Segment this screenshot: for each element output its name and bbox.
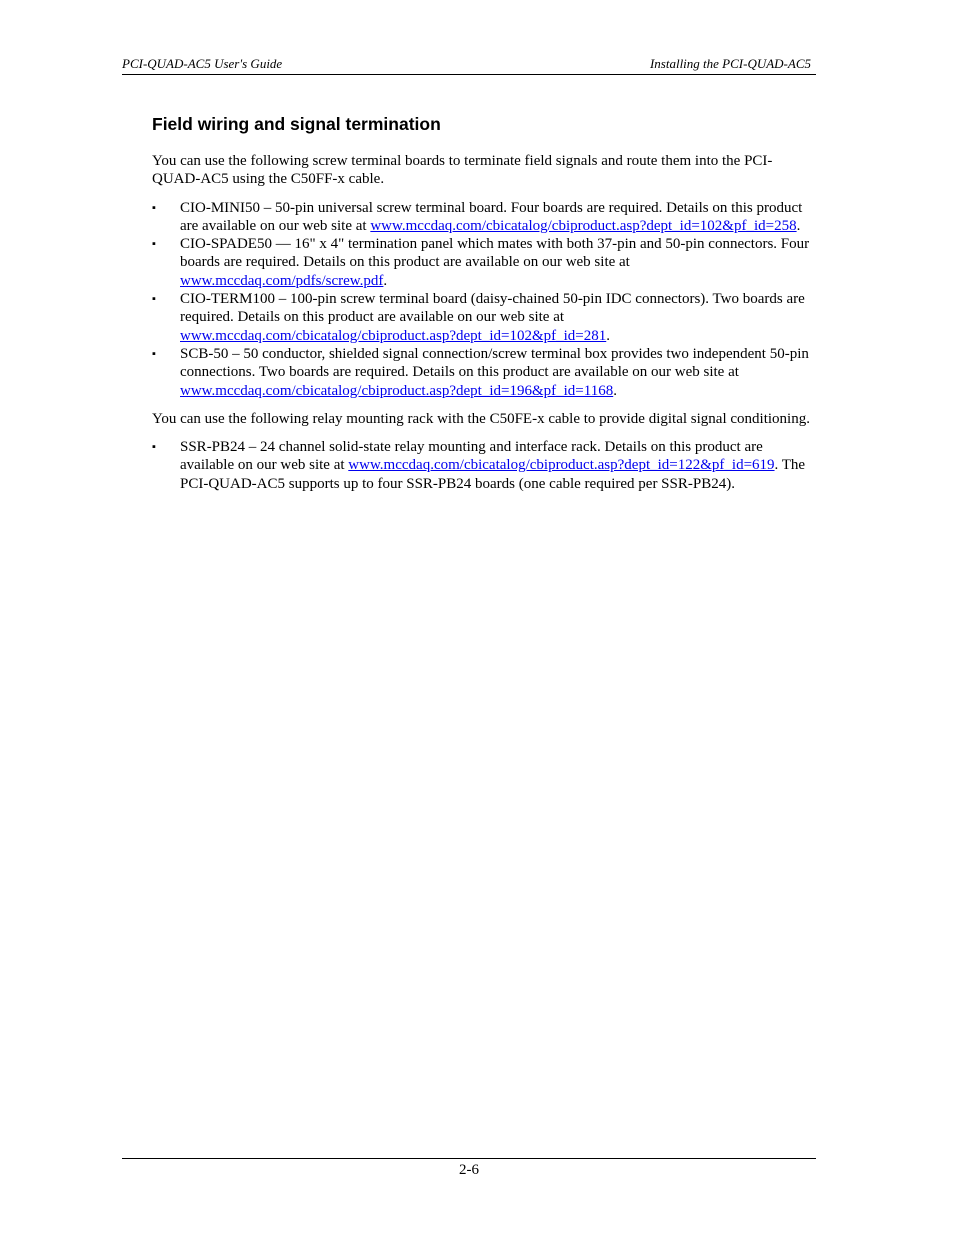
list-item: ▪ CIO-SPADE50 — 16" x 4" termination panel which mates with both 37-pin and 50-pin connectors. Four boards are required. Details on this product are available on our web site at www.mccdaq.com/pdfs/screw.pdf.: [152, 236, 810, 289]
product-link-cio-spade50[interactable]: www.mccdaq.com/pdfs/screw.pdf: [180, 272, 384, 289]
list-item-text: CIO-SPADE50 — 16" x 4" termination panel which mates with both 37-pin and 50-pin connectors. Four boards are required. Details on this product are available on our web site at: [180, 236, 810, 271]
bullet-icon: ▪: [152, 238, 156, 251]
list-item-text: SSR-PB24 – 24 channel solid-state relay mounting and interface rack. Details on this product are available on our web site at: [180, 439, 763, 474]
product-link-cio-mini50[interactable]: www.mccdaq.com/cbicatalog/cbiproduct.asp?dept_id=102&pf_id=258: [370, 217, 797, 234]
list-item-text: CIO-TERM100 – 100-pin screw terminal board (daisy-chained 50-pin IDC connectors). Two boards are required. Details on this product are available on our web site at: [180, 291, 805, 326]
main-content: [152, 114, 814, 503]
intro-paragraph-relay-rack: You can use the following relay mounting rack with the C50FE-x cable to provide digital signal conditioning.: [152, 410, 810, 427]
header-chapter-title: Installing the PCI-QUAD-AC5: [649, 56, 811, 71]
terminal-board-list: [152, 199, 814, 400]
intro-paragraph-terminal-boards: You can use the following screw terminal boards to terminate field signals and route them into the PCI-QUAD-AC5 using the C50FF-x cable.: [152, 153, 773, 188]
list-item: ▪ CIO-TERM100 – 100-pin screw terminal board (daisy-chained 50-pin IDC connectors). Two boards are required. Details on this product are available on our web site at www.mccdaq.com/cbicatalog/cbiproduct.asp?dept_id=102&pf_id=281.: [152, 291, 805, 344]
list-item: ▪ SSR-PB24 – 24 channel solid-state relay mounting and interface rack. Details on this product are available on our web site at www.mccdaq.com/cbicatalog/cbiproduct.asp?dept_id=122&pf_id=619. The PCI-QUAD-AC5 supports up to four SSR-PB24 boards (one cable required per SSR-PB24).: [152, 439, 806, 492]
page-number: 2-6: [459, 1162, 479, 1178]
relay-rack-list: [152, 438, 814, 493]
product-link-cio-term100[interactable]: www.mccdaq.com/cbicatalog/cbiproduct.asp?dept_id=102&pf_id=281: [180, 327, 607, 344]
list-item: ▪ CIO-MINI50 – 50-pin universal screw terminal board. Four boards are required. Details on this product are available on our web site at www.mccdaq.com/cbicatalog/cbiproduct.asp?dept_id=102&pf_id=258.: [152, 199, 803, 234]
list-item: ▪ SCB-50 – 50 conductor, shielded signal connection/screw terminal box provides two independent 50-pin connections. Two boards are required. Details on this product are available on our web site at www.mccdaq.com/cbicatalog/cbiproduct.asp?dept_id=196&pf_id=1168.: [152, 345, 809, 399]
bullet-icon: ▪: [152, 293, 156, 306]
list-item-text: CIO-MINI50 – 50-pin universal screw terminal board. Four boards are required. Details on this product are available on our web site at: [180, 199, 803, 234]
list-item-text: SCB-50 – 50 conductor, shielded signal connection/screw terminal box provides two independent 50-pin connections. Two boards are required. Details on this product are available on our web site at: [180, 345, 809, 381]
bullet-icon: ▪: [152, 201, 156, 214]
page-header: [122, 54, 816, 75]
section-title: Field wiring and signal termination: [152, 114, 441, 134]
product-link-ssr-pb24[interactable]: www.mccdaq.com/cbicatalog/cbiproduct.asp?dept_id=122&pf_id=619: [348, 457, 775, 474]
footer-divider: [122, 1158, 816, 1159]
bullet-icon: ▪: [152, 347, 156, 360]
bullet-icon: ▪: [152, 441, 156, 454]
product-link-scb-50[interactable]: www.mccdaq.com/cbicatalog/cbiproduct.asp?dept_id=196&pf_id=1168: [180, 382, 614, 399]
header-guide-title: PCI-QUAD-AC5 User's Guide: [122, 56, 283, 71]
